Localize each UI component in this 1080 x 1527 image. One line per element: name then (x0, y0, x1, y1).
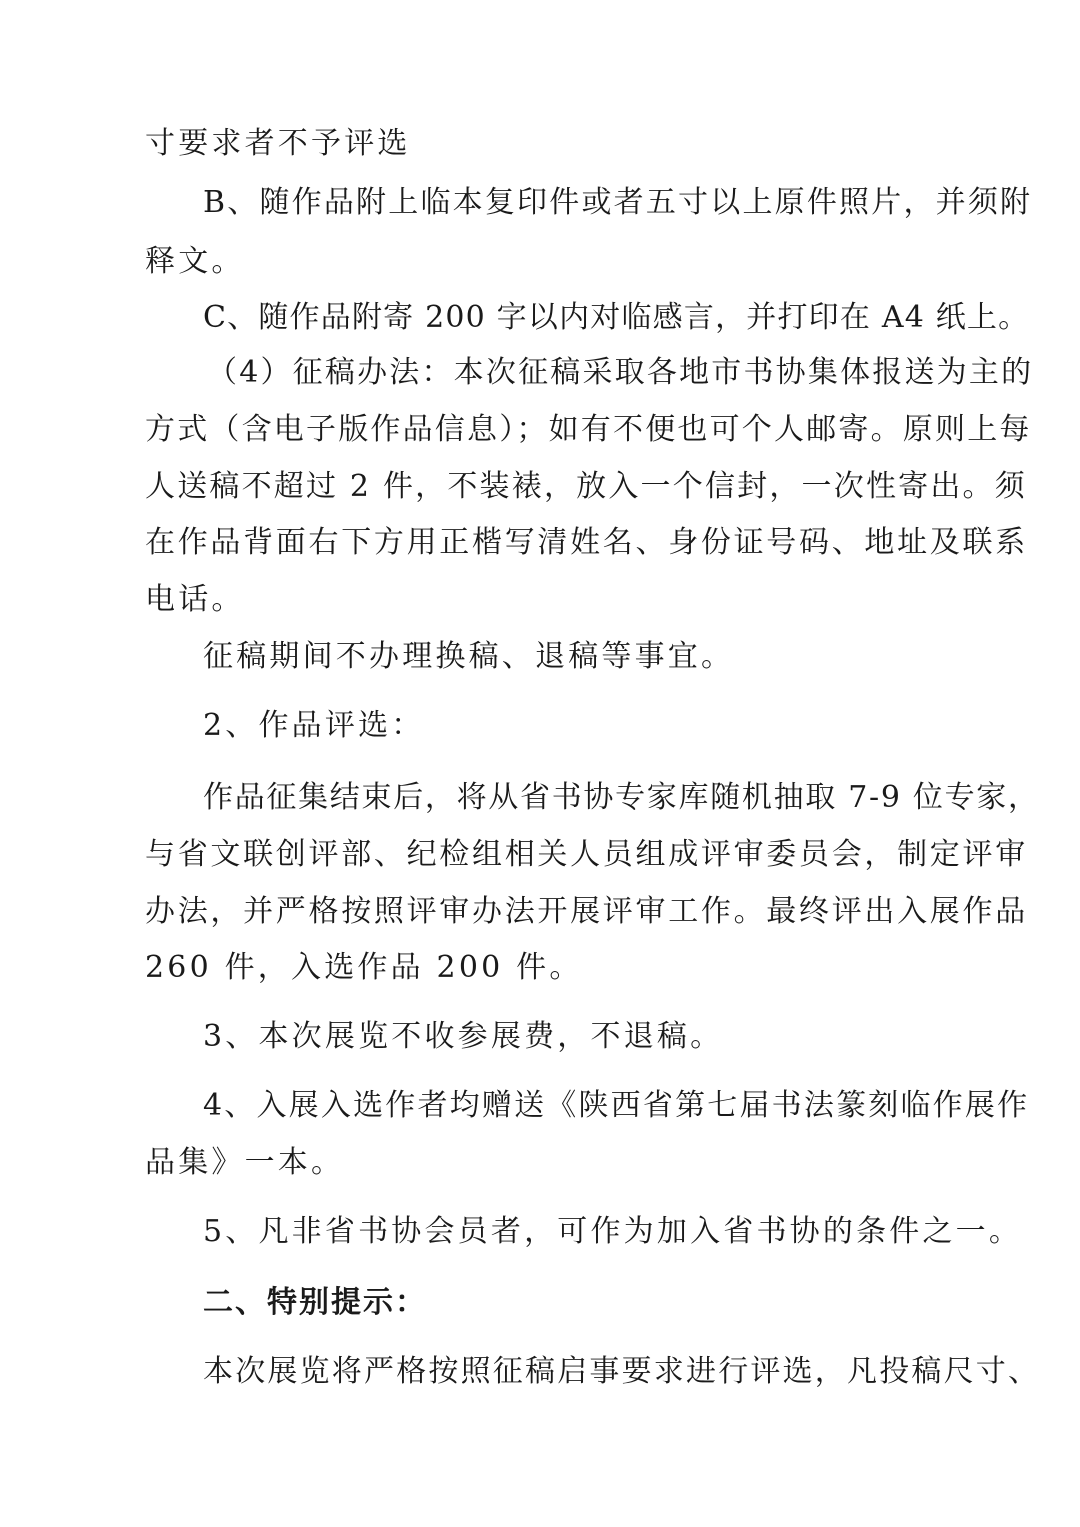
text-line: 办法，并严格按照评审办法开展评审工作。最终评出入展作品 (145, 894, 1028, 929)
text-line: 品集》一本。 (145, 1145, 345, 1180)
text-line: 释文。 (145, 244, 245, 279)
text-line: 方式（含电子版作品信息）；如有不便也可个人邮寄。原则上每 (145, 412, 1032, 447)
text-line: 电话。 (145, 582, 245, 617)
text-line: 人送稿不超过 2 件，不装裱，放入一个信封，一次性寄出。须 (145, 469, 1027, 504)
section-heading: 二、特别提示： (203, 1285, 427, 1320)
text-line: 征稿期间不办理换稿、退稿等事宜。 (203, 639, 735, 674)
text-line: （4）征稿办法：本次征稿采取各地市书协集体报送为主的 (207, 355, 1034, 390)
text-line: 5、凡非省书协会员者，可作为加入省书协的条件之一。 (203, 1214, 1023, 1249)
text-line: 在作品背面右下方用正楷写清姓名、身份证号码、地址及联系 (145, 525, 1028, 560)
text-line: 260 件，入选作品 200 件。 (145, 950, 583, 985)
section-heading: 2、作品评选： (203, 708, 425, 743)
text-line: 作品征集结束后，将从省书协专家库随机抽取 7-9 位专家， (203, 780, 1040, 815)
text-line: 本次展览将严格按照征稿启事要求进行评选，凡投稿尺寸、 (203, 1354, 1041, 1389)
text-line: 3、本次展览不收参展费，不退稿。 (203, 1019, 724, 1054)
text-line: C、随作品附寄 200 字以内对临感言，并打印在 A4 纸上。 (203, 300, 1030, 335)
text-line: 与省文联创评部、纪检组相关人员组成评审委员会，制定评审 (145, 837, 1028, 872)
text-line: 4、入展入选作者均赠送《陕西省第七届书法篆刻临作展作 (203, 1088, 1030, 1123)
text-line: 寸要求者不予评选 (145, 126, 411, 161)
text-line: B、随作品附上临本复印件或者五寸以上原件照片，并须附 (203, 185, 1033, 220)
